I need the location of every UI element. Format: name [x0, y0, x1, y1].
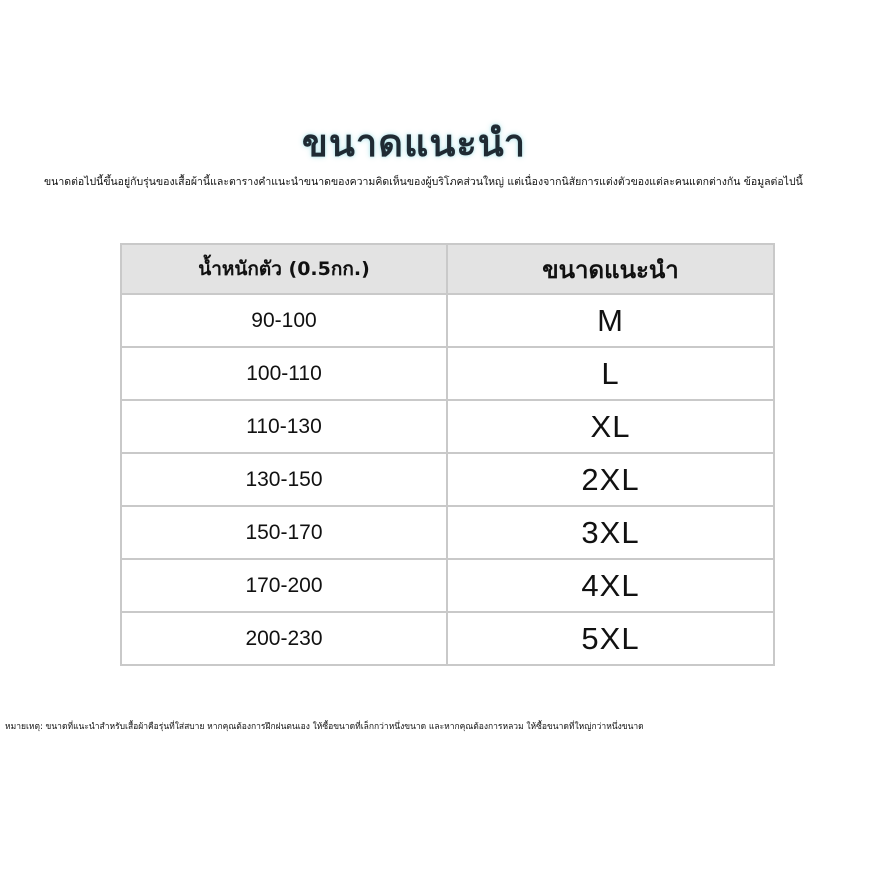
- weight-cell: 170-200: [121, 559, 447, 612]
- header-size: ขนาดแนะนำ: [447, 244, 774, 294]
- size-cell: L: [447, 347, 774, 400]
- table-row: [121, 559, 774, 612]
- weight-cell: 150-170: [121, 506, 447, 559]
- size-cell: 3XL: [447, 506, 774, 559]
- table-header-row: [121, 244, 774, 294]
- size-cell: XL: [447, 400, 774, 453]
- size-cell: 2XL: [447, 453, 774, 506]
- size-cell: 5XL: [447, 612, 774, 665]
- weight-cell: 130-150: [121, 453, 447, 506]
- weight-cell: 100-110: [121, 347, 447, 400]
- size-cell: M: [447, 294, 774, 347]
- size-cell: 4XL: [447, 559, 774, 612]
- footnote: หมายเหตุ: ขนาดที่แนะนำสำหรับเสื้อผ้าคือรุ่นที่ใส่สบาย หากคุณต้องการฝึกฝนตนเอง ให้ซื้อขนาดที่เล็กกว่าหนึ่งขนาด และหากคุณต้องการหลวม ให้ซื้อขนาดที่ใหญ่กว่าหนึ่งขนาด: [5, 722, 644, 732]
- table-row: [121, 506, 774, 559]
- table-row: [121, 347, 774, 400]
- table-row: [121, 453, 774, 506]
- table-row: [121, 400, 774, 453]
- weight-cell: 200-230: [121, 612, 447, 665]
- weight-cell: 110-130: [121, 400, 447, 453]
- intro-text: ขนาดต่อไปนี้ขึ้นอยู่กับรุ่นของเสื้อผ้านี้และตารางคำแนะนำขนาดของความคิดเห็นของผู้บริโภคส่วนใหญ่ แต่เนื่องจากนิสัยการแต่งตัวของแต่ละคนแตกต่างกัน ข้อมูลต่อไปนี้: [44, 176, 803, 188]
- header-weight: น้ำหนักตัว (0.5กก.): [121, 244, 447, 294]
- table-row: [121, 294, 774, 347]
- weight-cell: 90-100: [121, 294, 447, 347]
- size-chart-table: [120, 243, 775, 666]
- table-row: [121, 612, 774, 665]
- page-title: ขนาดแนะนำ: [301, 121, 527, 165]
